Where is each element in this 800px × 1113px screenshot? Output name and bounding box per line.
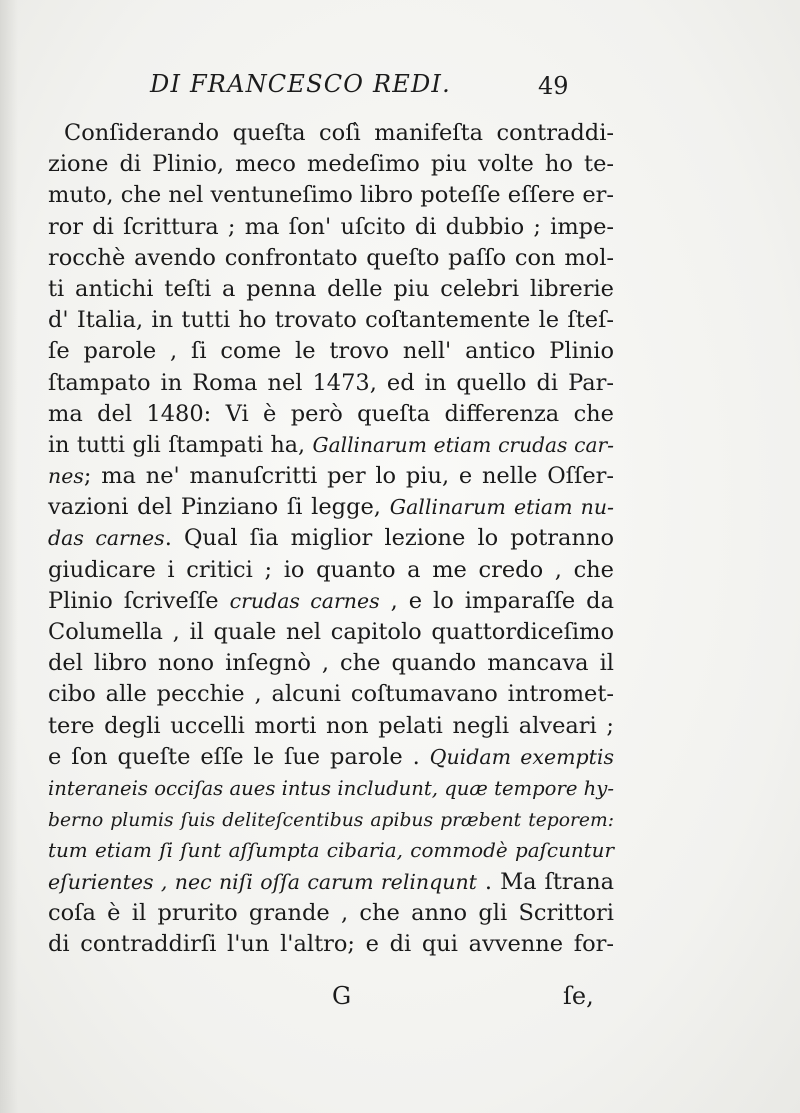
text-segment: . Ma ſtrana	[476, 868, 614, 895]
italic-text-segment: Quidam exemptis	[429, 744, 614, 769]
text-line	[48, 773, 614, 804]
text-line	[48, 804, 614, 835]
page-header	[150, 70, 600, 110]
text-segment: rocchè avendo confrontato queſto paſſo con mol-	[48, 244, 614, 271]
text-line	[48, 898, 614, 929]
italic-text-segment: tum etiam ſi ſunt aſſumpta cibaria, commodè paſcuntur	[48, 839, 614, 863]
text-segment: ror di ſcrittura ; ma ſon' uſcito di dubbio ; impe-	[48, 213, 614, 240]
body-text	[48, 118, 614, 960]
text-line	[48, 274, 614, 305]
text-segment: e ſon queſte eſſe le ſue parole .	[48, 743, 430, 770]
gutter-shadow	[0, 0, 18, 1113]
italic-text-segment: nes	[48, 464, 84, 489]
italic-text-segment: crudas carnes	[229, 588, 380, 613]
text-line	[48, 430, 614, 461]
text-line	[48, 679, 614, 710]
text-line	[48, 461, 614, 492]
italic-text-segment: berno plumis ſuis deliteſcentibus apibus præbent teporem:	[48, 810, 614, 832]
signature-mark: G	[332, 982, 352, 1010]
text-line	[48, 835, 614, 866]
text-segment: zione di Plinio, meco medeſimo piu volte ho te-	[48, 151, 614, 178]
text-segment: giudicare i critici ; io quanto a me credo , che	[48, 556, 614, 583]
italic-text-segment: eſurientes , nec niſi oſſa carum relinqunt	[48, 869, 477, 894]
text-segment: Plinio ſcriveſſe	[48, 587, 230, 614]
text-line	[48, 305, 614, 336]
text-segment: ma del 1480: Vi è però queſta differenza che	[48, 400, 614, 427]
text-segment: Columella , il quale nel capitolo quattordiceſimo	[48, 619, 614, 645]
text-segment: tere degli uccelli morti non pelati negli alveari ;	[48, 712, 614, 739]
text-line	[48, 523, 614, 554]
page-footer	[48, 982, 614, 1016]
italic-text-segment: Gallinarum etiam nu-	[389, 495, 614, 520]
text-segment: ſtampato in Roma nel 1473, ed in quello di Par-	[48, 369, 614, 396]
text-segment: Conſiderando queſta coſì manifeſta contraddi-	[64, 120, 614, 146]
text-line	[48, 118, 614, 149]
text-line	[48, 399, 614, 430]
text-segment: di contraddirſi l'un l'altro; e di qui avvenne for-	[48, 930, 614, 957]
text-segment: d' Italia, in tutti ho trovato coſtantemente le ſteſ-	[48, 307, 614, 334]
text-line	[48, 742, 614, 773]
text-segment: cibo alle pecchie , alcuni coſtumavano intromet-	[48, 681, 614, 708]
italic-text-segment: interaneis occiſas aues intus includunt, quæ tempore hy-	[48, 776, 614, 800]
text-line	[48, 492, 614, 523]
text-segment: in tutti gli ſtampati ha,	[48, 431, 313, 458]
text-segment: . Qual ſia miglior lezione lo potranno	[164, 525, 614, 552]
text-line	[48, 586, 614, 617]
text-segment: del libro nono inſegnò , che quando mancava il	[48, 650, 614, 677]
text-line	[48, 368, 614, 399]
page-number: 49	[538, 72, 569, 100]
text-segment: ; ma ne' manuſcritti per lo piu, e nelle Oſſer-	[83, 463, 614, 490]
text-line	[48, 555, 614, 586]
text-segment: vazioni del Pinziano ſi legge,	[48, 494, 390, 521]
text-line	[48, 648, 614, 679]
text-line	[48, 929, 614, 960]
text-segment: muto, che nel ventuneſimo libro poteſſe eſſere er-	[48, 182, 614, 209]
catchword: ſe,	[563, 982, 594, 1010]
italic-text-segment: das carnes	[48, 526, 165, 551]
text-line	[48, 336, 614, 367]
running-title: DI FRANCESCO REDI.	[150, 70, 451, 98]
text-line	[48, 149, 614, 180]
text-line	[48, 867, 614, 898]
text-line	[48, 617, 614, 648]
text-segment: coſa è il prurito grande , che anno gli Scrittori	[48, 899, 614, 926]
text-segment: , e lo imparaſſe da	[379, 587, 614, 614]
text-line	[48, 711, 614, 742]
text-line	[48, 212, 614, 243]
italic-text-segment: Gallinarum etiam crudas car-	[312, 432, 614, 457]
text-line	[48, 243, 614, 274]
text-line	[48, 180, 614, 211]
text-segment: ti antichi teſti a penna delle piu celebri librerie	[48, 275, 614, 302]
text-segment: ſe parole , ſi come le trovo nell' antico Plinio	[48, 338, 614, 365]
